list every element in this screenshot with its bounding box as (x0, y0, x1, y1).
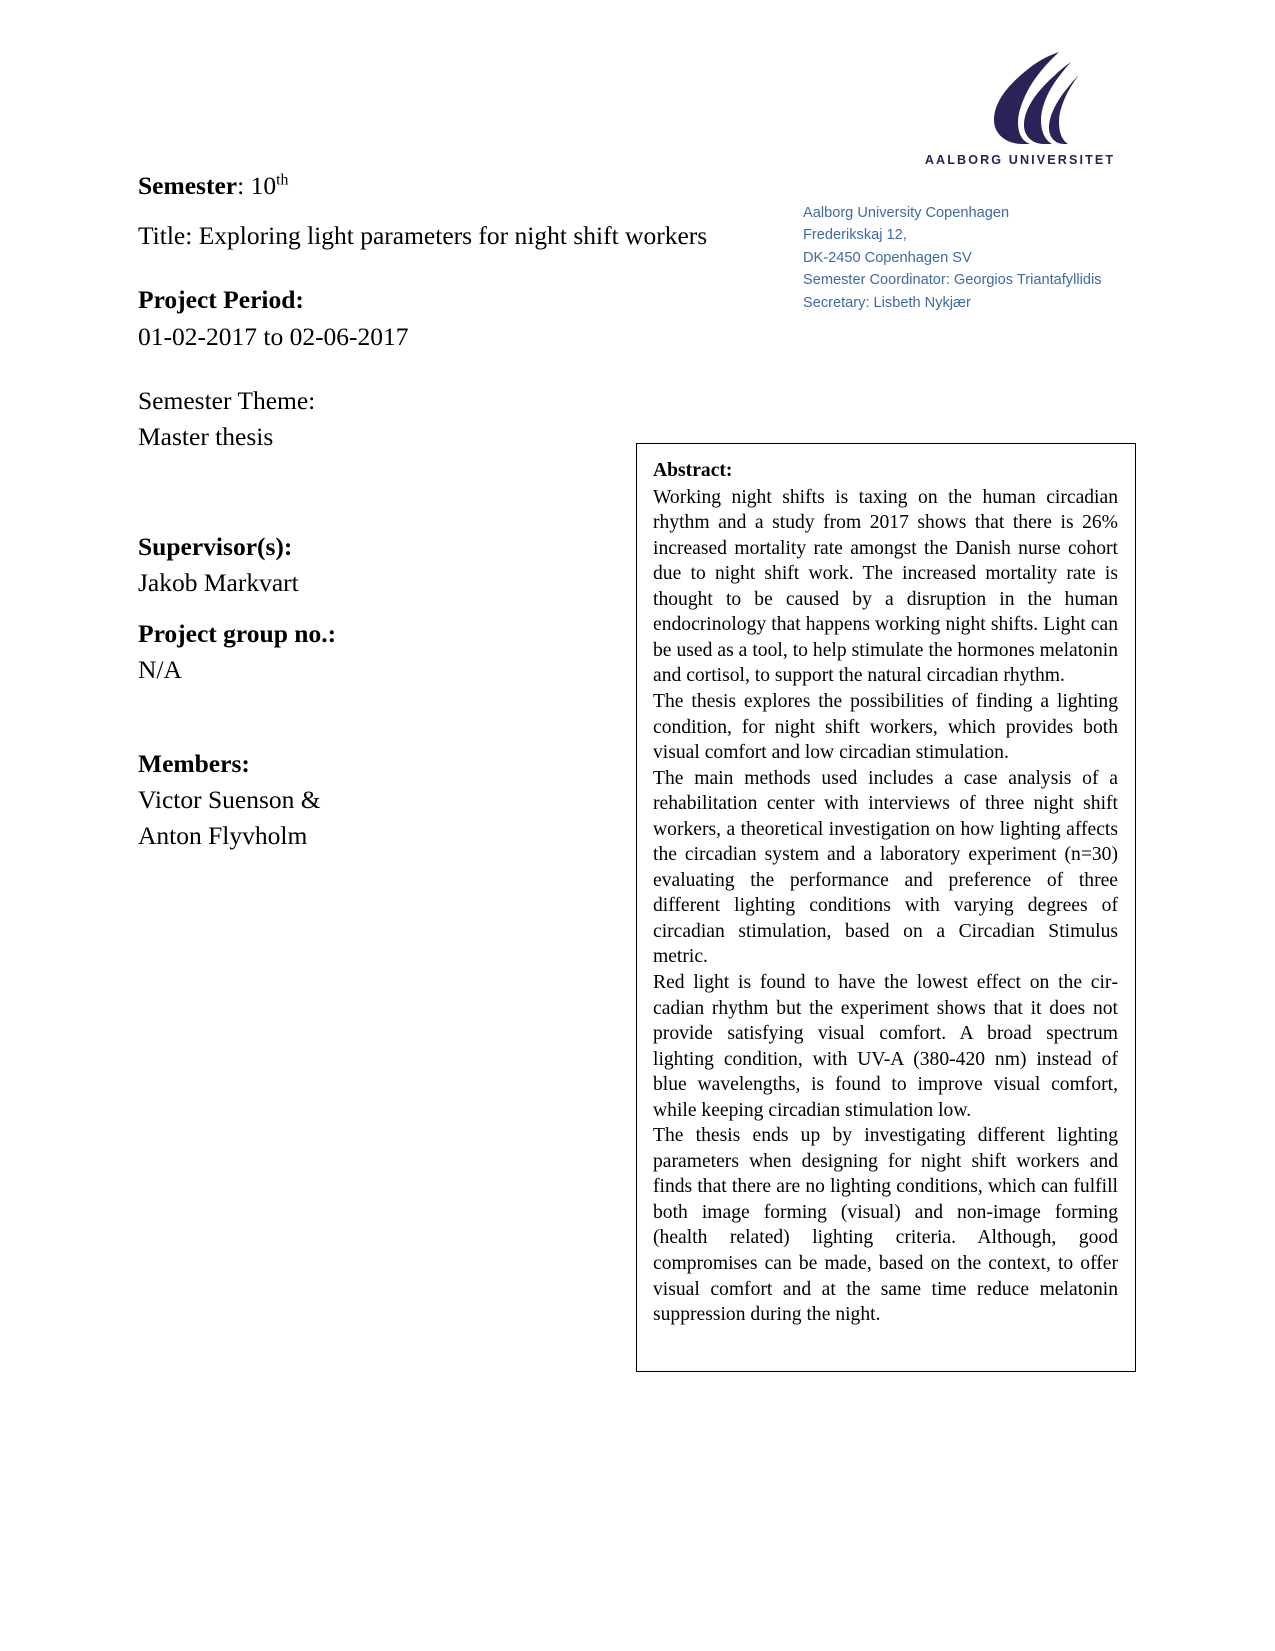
address-line-secretary: Secretary: Lisbeth Nykjær (803, 294, 971, 311)
members-label: Members: (138, 749, 250, 779)
semester-label: Semester (138, 171, 238, 200)
university-address-block (803, 202, 1148, 314)
project-period-label: Project Period: (138, 285, 304, 315)
semester-separator: : (237, 171, 251, 200)
address-line-street: Frederikskaj 12, (803, 227, 907, 244)
abstract-box (636, 443, 1136, 1372)
members-value-line-2: Anton Flyvholm (138, 821, 308, 851)
project-period-value: 01-02-2017 to 02-06-2017 (138, 321, 409, 351)
abstract-paragraph: Working night shifts is taxing on the human circadian rhythm and a study from 2017 shows that there is 26% increased mortality rate amongst the Danish nurse cohort due to night shift work. The increased mortality rate is thought to be caused by a disruption in the human endocrinology that happens working night shifts. Light can be used as a tool, to help stimulate the hormones melatonin and cortisol, to support the natural circadian rhythm. (653, 486, 1118, 687)
semester-theme-label: Semester Theme: (138, 385, 316, 415)
members-value-line-1: Victor Suenson & (138, 785, 321, 815)
abstract-paragraph: Red light is found to have the lowest effect on the circadian rhythm but the experiment shows that it does not provide satisfying visual comfort. A broad spectrum lighting condition, with UV-A (380-420 nm) instead of blue wavelengths, is found to improve visual comfort, while keeping circadian stimulation low. (653, 971, 1118, 1121)
supervisors-value: Jakob Markvart (138, 568, 299, 598)
abstract-paragraph: The main methods used includes a case analysis of a rehabilitation center with interviews of three night shift workers, a theoretical investigation on how lighting affects the circadian system and a laboratory experiment (n=30) evaluating the performance and preference of three different lighting conditions with varying degrees of circadian stimulation, based on a Circadian Stimulus metric. (653, 767, 1118, 968)
project-group-value: N/A (138, 654, 182, 684)
aalborg-university-flame-icon (960, 52, 1080, 144)
abstract-paragraph: The thesis ends up by investigating different lighting parameters when designing for night shift workers and finds that there are no lighting conditions, which can fulfill both image forming (visual) and non-image forming (health related) lighting criteria. Although, good compromises can be made, based on the context, to offer visual comfort and at the same time reduce melatonin suppression during the night. (653, 1125, 1118, 1326)
address-line-city: DK-2450 Copenhagen SV (803, 249, 972, 266)
abstract-paragraph: The thesis explores the possibilities of finding a lighting condition, for night shift workers, which provides both visual comfort and low circadian stimulation. (653, 690, 1118, 764)
project-title-line: Title: Exploring light parameters for night shift workers (138, 221, 708, 251)
project-group-label: Project group no.: (138, 618, 337, 648)
university-logo-block (900, 52, 1140, 167)
semester-line (138, 168, 738, 204)
logo-wordmark: AALBORG UNIVERSITET (924, 153, 1116, 167)
semester-theme-value: Master thesis (138, 422, 274, 452)
address-line-institution: Aalborg University Copenhagen (803, 205, 1010, 221)
supervisors-label: Supervisor(s): (138, 532, 293, 562)
semester-value: 10 (250, 171, 277, 200)
address-line-coordinator: Semester Coordinator: Georgios Triantafyllidis (803, 272, 1102, 289)
abstract-heading: Abstract: (653, 460, 733, 481)
semester-ordinal-suffix: th (276, 171, 289, 189)
